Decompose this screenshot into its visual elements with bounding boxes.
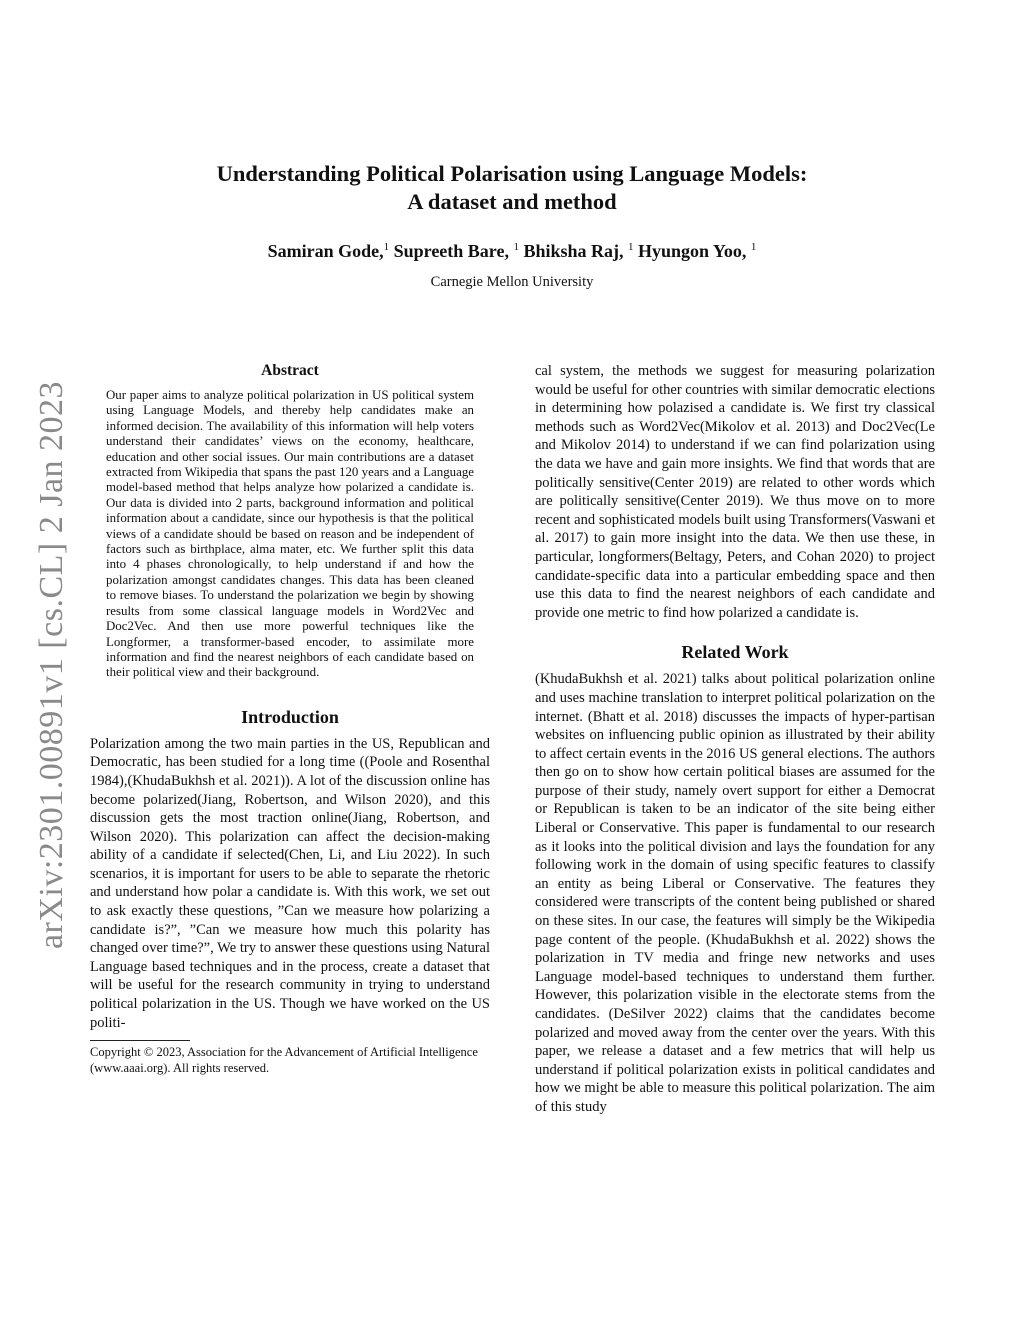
left-column [90, 362, 490, 1076]
introduction-text: Polarization among the two main parties in the US, Republican and Democratic, has been studied for a long time ((Poole and Rosenthal 1984),(KhudaBukhsh et al. 2021)). A lot of the discussion online has become polarized(Jiang, Robertson, and Wilson 2020), and this discussion gets the most traction online(Jiang, Robertson, and Wilson 2020). This polarization can affect the decision-making ability of a candidate if selected(Chen, Li, and Liu 2022). In such scenarios, it is important for users to be able to separate the rhetoric and understand how polar a candidate is. With this work, we set out to ask exactly these questions, ”Can we measure how polarizing a candidate is?”, ”Can we measure how much this polarity has changed over time?”, We try to answer these questions using Natural Language based techniques and in the process, create a dataset that will be useful for the research community in trying to understand political polarization in the US. Though we have worked on the US politi- [90, 735, 490, 1031]
title-line-1: Understanding Political Polarisation using Language Models: [216, 161, 808, 186]
author-name: Supreeth Bare, [393, 241, 514, 261]
footnote-divider [90, 1040, 190, 1041]
introduction-continuation: cal system, the methods we suggest for measuring polarization would be useful for other countries with similar democratic elections in determining how polazised a candidate is. We first try classical methods such as Word2Vec(Mikolov et al. 2013) and Doc2Vec(Le and Mikolov 2014) to understand if we can find polarization using the data we have and gain more insights. We find that words that are politically sensitive(Center 2019) are related to other words which are politically sensitive(Center 2019). We thus move on to more recent and sophisticated models built using Transformers(Vaswani et al. 2017) to gain more insight into the data. We then use these, in particular, longformers(Beltagy, Peters, and Cohan 2020) to project candidate-specific data into a particular embedding space and then use this data to find the nearest neighbors of each candidate and provide one metric to find how polarized a candidate is. [535, 363, 935, 621]
title-line-2: A dataset and method [407, 189, 617, 214]
right-column [535, 362, 935, 1117]
author-affiliation-mark: 1 [383, 241, 390, 253]
author-name: Samiran Gode, [267, 241, 384, 261]
author-affiliation-mark: 1 [513, 241, 519, 253]
affiliation: Carnegie Mellon University [430, 274, 594, 290]
related-work-heading: Related Work [681, 642, 789, 663]
paper-title [0, 160, 1024, 216]
arxiv-identifier [22, 370, 82, 960]
author-name: Bhiksha Raj, [523, 241, 629, 261]
author-name: Hyungon Yoo, [638, 241, 751, 261]
author-affiliation-mark: 1 [628, 241, 634, 253]
author-affiliation-mark: 1 [750, 241, 757, 253]
related-work-text: (KhudaBukhsh et al. 2021) talks about political polarization online and uses machine translation to interpret political polarization on the internet. (Bhatt et al. 2018) discusses the impacts of hyper-partisan websites on influencing public opinion as illustrated by their ability to affect certain events in the 2016 US general elections. The authors then go on to show how certain political biases are assumed for the purpose of their study, namely overt support for either a Democrat or Republican is taken to be an indicator of the site being either Liberal or Conservative. This paper is fundamental to our research as it looks into the political division and lays the foundation for any following work in the domain of using specific features to classify an entity as being Liberal or Conservative. The features they considered were transcripts of the content being published or shared on these sites. In our case, the features will simply be the Wikipedia page content of the people. (KhudaBukhsh et al. 2022) shows the polarization in TV media and fringe new networks and uses Language model-based techniques to understand them further. However, this polarization visible in the electorate stems from the candidates. (DeSilver 2022) claims that the candidates become polarized and moved away from the center over the years. With this paper, we release a dataset and a few metrics that will help us understand if political polarization exists in political candidates and how we might be able to measure this political polarization. The aim of this study [535, 671, 935, 1115]
arxiv-id-text: arXiv:2301.00891v1 [cs.CL] 2 Jan 2023 [33, 380, 71, 950]
author-list [0, 241, 1024, 262]
abstract-heading: Abstract [261, 362, 319, 379]
introduction-heading: Introduction [241, 706, 339, 727]
abstract-text: Our paper aims to analyze political polarization in US political system using Language Models, and thereby help candidates make an informed decision. The availability of this information will help voters understand their candidates’ views on the economy, healthcare, education and other social issues. Our main contributions are a dataset extracted from Wikipedia that spans the past 120 years and a Language model-based method that helps analyze how polarized a candidate is. Our data is divided into 2 parts, background information and political information about a candidate, since our hypothesis is that the political views of a candidate should be based on reason and be independent of factors such as birthplace, alma mater, etc. We further split this data into 4 phases chronologically, to help understand if and how the polarization amongst candidates changes. This data has been cleaned to remove biases. To understand the polarization we begin by showing results from some classical language models in Word2Vec and Doc2Vec. And then use more powerful techniques like the Longformer, a transformer-based encoder, to assimilate more information and find the nearest neighbors of each candidate based on their political view and their background. [106, 388, 474, 680]
copyright-footnote: Copyright © 2023, Association for the Advancement of Artificial Intelligence (www.aaai.org). All rights reserved. [90, 1045, 478, 1075]
